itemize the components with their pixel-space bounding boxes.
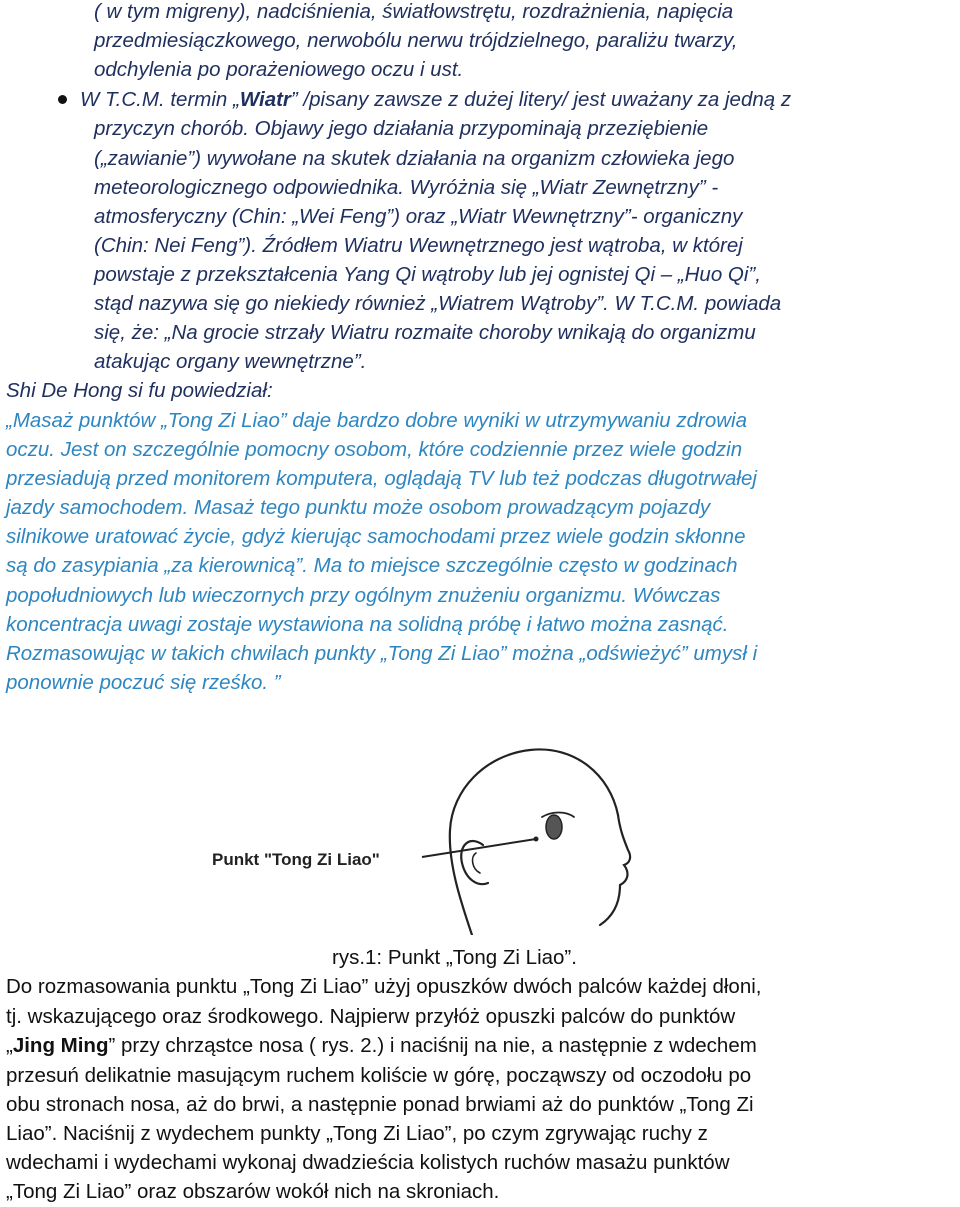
instructions-line-6: Liao”. Naciśnij z wydechem punkty „Tong Zi Liao”, po czym zgrywając ruchy z: [6, 1122, 708, 1145]
bullet-line-2: przyczyn chorób. Objawy jego działania przypominają przeziębienie: [94, 117, 709, 140]
bullet-line-9: się, że: „Na grocie strzały Wiatru rozmaite choroby wnikają do organizmu: [94, 321, 756, 344]
quote-line-7: popołudniowych lub wieczornych przy ogólnym znużeniu organizmu. Wówczas: [6, 584, 721, 607]
bullet-line-8: stąd nazywa się go niekiedy również „Wiatrem Wątroby”. W T.C.M. powiada: [94, 292, 782, 315]
bullet-line-7: powstaje z przekształcenia Yang Qi wątroby lub jej ognistej Qi – „Huo Qi”,: [94, 263, 761, 286]
tong-zi-liao-point: [534, 837, 539, 842]
instructions-line-5: obu stronach nosa, aż do brwi, a następnie ponad brwiami aż do punktów „Tong Zi: [6, 1093, 754, 1116]
bullet-line-1-pre: W T.C.M. termin „: [80, 88, 240, 111]
intro-line-1: ( w tym migreny), nadciśnienia, światłowstrętu, rozdrażnienia, napięcia: [94, 0, 734, 23]
eye: [546, 815, 562, 839]
bullet-line-4: meteorologicznego odpowiednika. Wyróżnia się „Wiatr Zewnętrzny” -: [94, 176, 719, 199]
intro-line-2: przedmiesiączkowego, nerwobólu nerwu trójdzielnego, paraliżu twarzy,: [94, 29, 738, 52]
intro-line-3: odchylenia po porażeniowego oczu i ust.: [94, 58, 464, 81]
bullet-line-1-post: ” /pisany zawsze z dużej litery/ jest uważany za jedną z: [290, 88, 792, 111]
figure-label: Punkt "Tong Zi Liao": [212, 850, 380, 869]
jing-ming-term: Jing Ming: [12, 1034, 109, 1057]
wiatr-term: Wiatr: [239, 88, 291, 111]
bullet-line-5: atmosferyczny (Chin: „Wei Feng”) oraz „Wiatr Wewnętrzny”- organiczny: [94, 205, 743, 228]
quote-line-10: ponownie poczuć się rześko. ”: [6, 671, 281, 694]
bullet-line-3: („zawianie”) wywołane na skutek działania na organizm człowieka jego: [94, 147, 735, 170]
face-profile: [600, 815, 630, 925]
ear-inner: [473, 853, 480, 873]
bullet-dot-icon: [58, 95, 67, 104]
skull-outline: [450, 749, 618, 935]
instructions-line-7: wdechami i wydechami wykonaj dwadzieścia kolistych ruchów masażu punktów: [6, 1151, 730, 1174]
instructions-line-3-pre: „: [6, 1034, 13, 1057]
quote-line-6: są do zasypiania „za kierownicą”. Ma to miejsce szczególnie często w godzinach: [6, 554, 738, 577]
quote-line-3: przesiadują przed monitorem komputera, oglądają TV lub też podczas długotrwałej: [6, 467, 757, 490]
figure-caption: rys.1: Punkt „Tong Zi Liao”.: [332, 946, 577, 969]
quote-line-2: oczu. Jest on szczególnie pomocny osobom, które codziennie przez wiele godzin: [6, 438, 743, 461]
instructions-line-4: przesuń delikatnie masującym ruchem koliście w górę, począwszy od oczodołu po: [6, 1064, 752, 1087]
head-sketch-figure: [200, 735, 670, 935]
quote-line-5: silnikowe uratować życie, gdyż kierując samochodami przez wiele godzin skłonne: [6, 525, 746, 548]
bullet-line-1: [80, 86, 791, 114]
quote-line-8: koncentracja uwagi zostaje wystawiona na solidną próbę i łatwo można zasnąć.: [6, 613, 729, 636]
quote-line-9: Rozmasowując w takich chwilach punkty „Tong Zi Liao” można „odświeżyć” umysł i: [6, 642, 758, 665]
instructions-line-1: Do rozmasowania punktu „Tong Zi Liao” użyj opuszków dwóch palców każdej dłoni,: [6, 975, 762, 998]
bullet-line-6: (Chin: Nei Feng”). Źródłem Wiatru Wewnętrznego jest wątroba, w której: [94, 234, 743, 257]
quote-line-1: „Masaż punktów „Tong Zi Liao” daje bardzo dobre wyniki w utrzymywaniu zdrowia: [6, 409, 747, 432]
instructions-line-8: „Tong Zi Liao” oraz obszarów wokół nich na skroniach.: [6, 1180, 500, 1203]
quote-line-4: jazdy samochodem. Masaż tego punktu może osobom prowadzącym pojazdy: [6, 496, 711, 519]
quote-intro: Shi De Hong si fu powiedział:: [6, 379, 273, 402]
instructions-line-3: [6, 1032, 757, 1060]
bullet-line-10: atakując organy wewnętrzne”.: [94, 350, 367, 373]
instructions-line-3-post: ” przy chrząstce nosa ( rys. 2.) i naciśnij na nie, a następnie z wdechem: [108, 1034, 757, 1057]
instructions-line-2: tj. wskazującego oraz środkowego. Najpierw przyłóż opuszki palców do punktów: [6, 1005, 736, 1028]
